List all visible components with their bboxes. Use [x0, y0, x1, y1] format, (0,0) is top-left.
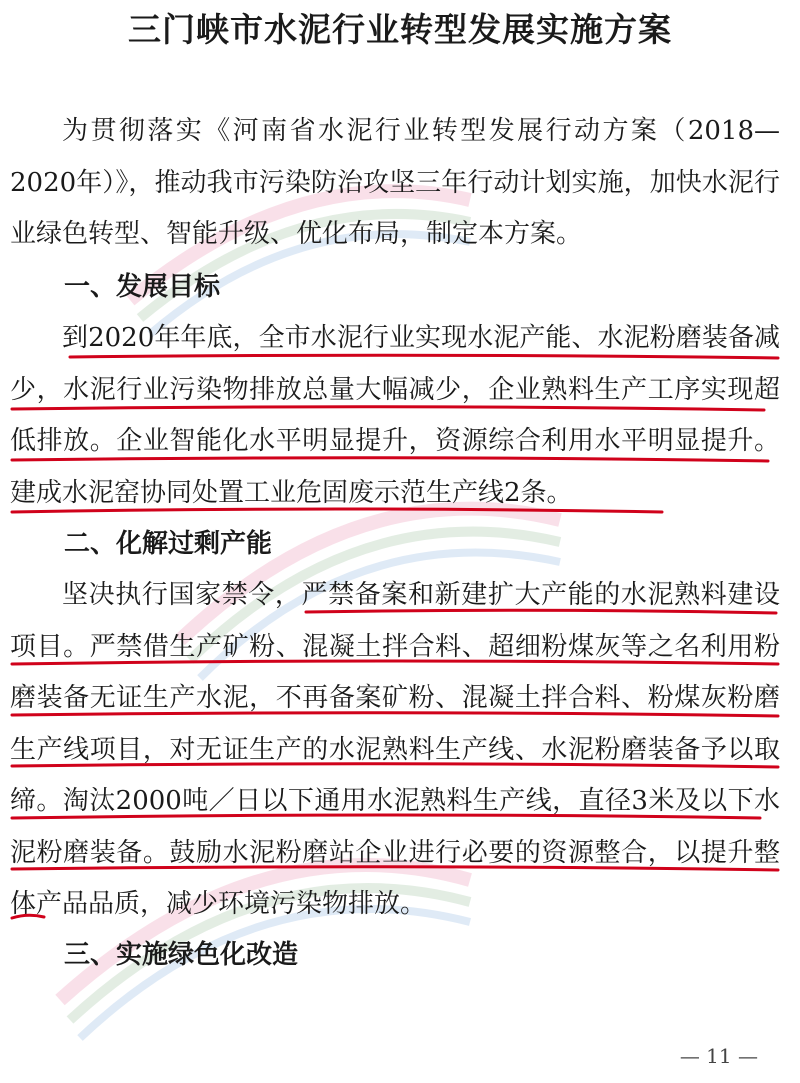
document-title: 三门峡市水泥行业转型发展实施方案 — [128, 10, 672, 49]
section-heading-goals: 一、发展目标 — [64, 272, 221, 302]
section-body-capacity: 坚决执行国家禁令，严禁备案和新建扩大产能的水泥熟料建设项目。严禁借生产矿粉、混凝土拌合料、超细粉煤灰等之名利用粉磨装备无证生产水泥，不再备案矿粉、混凝土拌合料、粉煤灰粉磨生产线项目，对无证生产的水泥熟料生产线、水泥粉磨装备予以取缔。淘汰2000吨／日以下通用水泥熟料生产线，直径3米及以下水泥粉磨装备。鼓励水泥粉磨站企业进行必要的资源整合，以提升整体产品品质，减少环境污染物排放。 — [10, 580, 780, 919]
intro-paragraph: 为贯彻落实《河南省水泥行业转型发展行动方案（2018—2020年）》，推动我市污染防治攻坚三年行动计划实施，加快水泥行业绿色转型、智能升级、优化布局，制定本方案。 — [10, 116, 780, 249]
section-body-goals: 到2020年年底，全市水泥行业实现水泥产能、水泥粉磨装备减少，水泥行业污染物排放总量大幅减少，企业熟料生产工序实现超低排放。企业智能化水平明显提升，资源综合利用水平明显提升。建成水泥窑协同处置工业危固废示范生产线2条。 — [10, 323, 780, 508]
page-number: — 11 — — [679, 1044, 758, 1068]
section-heading-capacity: 二、化解过剩产能 — [64, 529, 273, 559]
section-heading-green: 三、实施绿色化改造 — [64, 940, 299, 970]
